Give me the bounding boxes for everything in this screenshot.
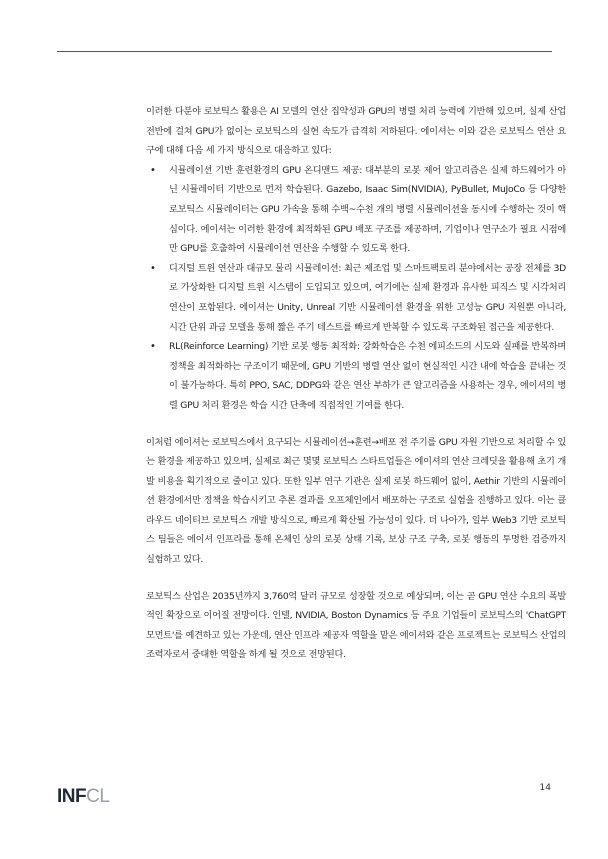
intro-paragraph: 이러한 다분야 로보틱스 활용은 AI 모델의 연산 집약성과 GPU의 병렬 처리 능력에 기반해 있으며, 실제 산업 전반에 걸쳐 GPU가 없이는 로보틱스의 실현 속도가 급격히 저하된다. 에이셔는 이와 같은 로보틱스 연산 요구에 대해 다음 세 가지 방식으로 대응하고 있다:: [146, 106, 566, 157]
bullet-item-rl-optimization: • RL(Reinforce Learning) 기반 로봇 행동 최적화: 강화학습은 수천 에피소드의 시도와 실패를 반복하며 정책을 최적화하는 구조이기 때문에, GPU 기반의 병렬 연산 없이 현실적인 시간 내에 학습을 끝내는 것이 불가능하다. 특히 PPO, SAC, DDPG와 같은 연산 부하가 큰 알고리즘을 사용하는 경우, 에이셔의 병렬 GPU 처리 환경은 학습 시간 단축에 직접적인 기여를 한다.: [146, 337, 566, 415]
document-body: [146, 102, 566, 665]
bullet-item-digital-twin: • 디지털 트윈 연산과 대규모 물리 시뮬레이션: 최근 제조업 및 스마트팩토리 분야에서는 공장 전체를 3D로 가상화한 디지털 트윈 시스템이 도입되고 있으며, 여기에는 실제 환경과 유사한 피직스 및 시각처리 연산이 포함된다. 에이셔는 Unity, Unreal 기반 시뮬레이션 환경을 위한 고성능 GPU 지원뿐 아니라, 시간 단위 과금 모델을 통해 짧은 주기 테스트를 빠르게 반복할 수 있도록 구조화된 접근을 제공한다.: [146, 259, 566, 337]
body-paragraph-3: 로보틱스 산업은 2035년까지 3,760억 달러 규모로 성장할 것으로 예상되며, 이는 곧 GPU 연산 수요의 폭발적인 확장으로 이어질 전망이다. 인텔, NVIDIA, Boston Dynamics 등 주요 기업들이 로보틱스의 'ChatGPT 모먼트'를 예견하고 있는 가운데, 연산 인프라 제공자 역할을 맡은 에이셔와 같은 프로젝트는 로보틱스 산업의 조력자로서 중대한 역할을 하게 될 것으로 전망된다.: [146, 590, 566, 661]
body-paragraph-2: 이처럼 에이셔는 로보틱스에서 요구되는 시뮬레이션→훈련→배포 전 주기를 GPU 자원 기반으로 처리할 수 있는 환경을 제공하고 있으며, 실제로 최근 몇몇 로보틱스 스타트업들은 에이셔의 연산 크레딧을 활용해 초기 개발 비용을 획기적으로 줄이고 있다. 또한 일부 연구 기관은 실제 로봇 하드웨어 없이, Aethir 기반의 시뮬레이션 환경에서만 정책을 학습시키고 추론 결과를 오프체인에서 배포하는 구조로 실험을 진행하고 있다. 이는 클라우드 네이티브 로보틱스 개발 방식으로, 빠르게 확산될 가능성이 있다. 더 나아가, 일부 Web3 기반 로보틱스 팀들은 에이셔 인프라를 통해 온체인 상의 로봇 상태 기록, 보상 구조 구축, 로봇 행동의 투명한 검증까지 실험하고 있다.: [146, 436, 566, 566]
logo-text-primary: INF: [57, 786, 87, 807]
bullet-item-simulation-gpu: • 시뮬레이션 기반 훈련환경의 GPU 온디맨드 제공: 대부분의 로봇 제어 알고리즘은 실제 하드웨어가 아닌 시뮬레이터 기반으로 먼저 학습된다. Gazebo, Isaac Sim(NVIDIA), PyBullet, MuJoCo 등 다양한 로보틱스 시뮬레이터는 GPU 가속을 통해 수백~수천 개의 병렬 시뮬레이션을 동시에 수행하는 것이 핵심이다. 에이셔는 이러한 환경에 최적화된 GPU 배포 구조를 제공하며, 기업이나 연구소가 필요 시점에만 GPU를 호출하여 시뮬레이션 연산을 수행할 수 있도록 한다.: [146, 161, 566, 259]
page-number: 14: [539, 783, 551, 793]
footer-logo: [57, 786, 109, 808]
header-rule: [57, 51, 552, 52]
bullet-list: [146, 161, 566, 416]
logo-text-secondary: CL: [86, 786, 110, 807]
